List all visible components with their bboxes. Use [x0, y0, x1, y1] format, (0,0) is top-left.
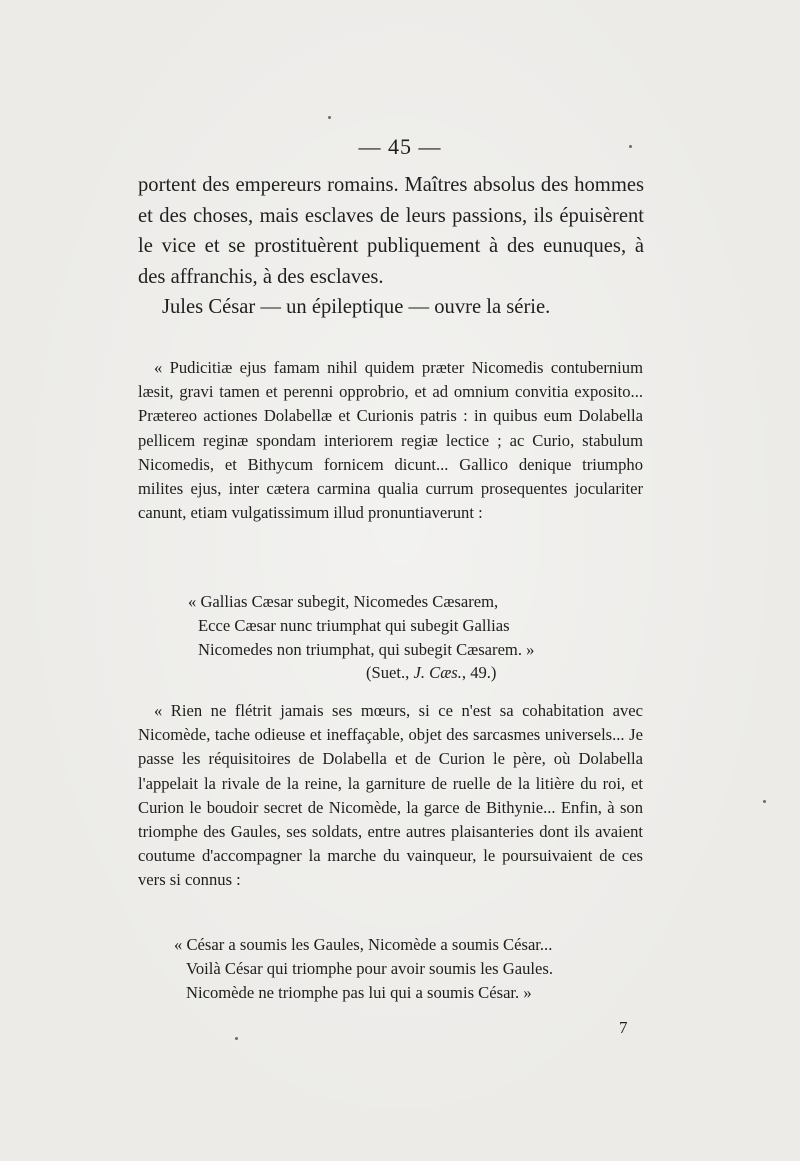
french-verse-line-3: Nicomède ne triomphe pas lui qui a soumis César. »	[186, 983, 532, 1003]
french-quote-paragraph	[138, 699, 643, 893]
latin-verse-line-1: « Gallias Cæsar subegit, Nicomedes Cæsarem,	[188, 592, 499, 611]
main-text	[138, 170, 644, 323]
french-verse-line-2: Voilà César qui triomphe pour avoir soumis les Gaules.	[186, 959, 554, 979]
latin-quote-text: « Pudicitiæ ejus famam nihil quidem præter Nicomedis contubernium læsit, gravi tamen et perenni opprobrio, et ad omnium convitia exposito... Prætereo actiones Dolabellæ et Curionis patris : in quibus eum Dolabella pellicem reginæ spondam interiorem regiæ lectice ; ac Curio, stabulum Nicomedis, et Bithycum fornicem dicunt... Gallico denique triumpho milites ejus, inter cætera carmina qualia currum prosequentes joculariter canunt, etiam vulgatissimum illud pronuntiaverunt :	[138, 358, 643, 523]
french-verse-line-1: « César a soumis les Gaules, Nicomède a soumis César...	[174, 935, 553, 954]
latin-verse-line-3: Nicomedes non triumphat, qui subegit Cæsarem. »	[198, 640, 535, 660]
citation	[366, 663, 496, 683]
intro-line: Jules César — un épileptique — ouvre la série.	[162, 296, 551, 318]
french-quote-text: « Rien ne flétrit jamais ses mœurs, si ce n'est sa cohabitation avec Nicomède, tache odieuse et ineffaçable, objet des sarcasmes universels... Je passe les réquisitoires de Dolabella et de Curion le père, où Dolabella l'appelait la rivale de la reine, la garniture de ruelle de la litière du roi, et Curion le boudoir secret de Nicomède, la garce de Bithynie... Enfin, à son triomphe des Gaules, ses soldats, entre autres plaisanteries dont ils avaient coutume d'accompagner la marche du vainqueur, le poursuivaient de ces vers si connus :	[138, 701, 643, 890]
citation-prefix: (Suet.,	[366, 663, 414, 682]
latin-verse-line-2: Ecce Cæsar nunc triumphat qui subegit Gallias	[198, 616, 510, 636]
page-number: — 45 —	[358, 134, 442, 159]
french-verse	[174, 933, 553, 1006]
opening-paragraph: portent des empereurs romains. Maîtres absolus des hommes et des choses, mais esclaves de leurs passions, ils épuisèrent le vice et se prostituèrent publiquement à des eunuques, à des affranchis, à des esclaves.	[138, 174, 644, 288]
signature-mark: 7	[619, 1018, 628, 1037]
latin-verse	[188, 590, 534, 663]
print-speck	[328, 116, 331, 119]
citation-work: J. Cæs.	[413, 663, 462, 682]
print-speck	[235, 1037, 238, 1040]
print-speck	[629, 145, 632, 148]
citation-suffix: , 49.)	[461, 663, 497, 682]
print-speck	[763, 800, 766, 803]
latin-quote-paragraph	[138, 356, 643, 525]
